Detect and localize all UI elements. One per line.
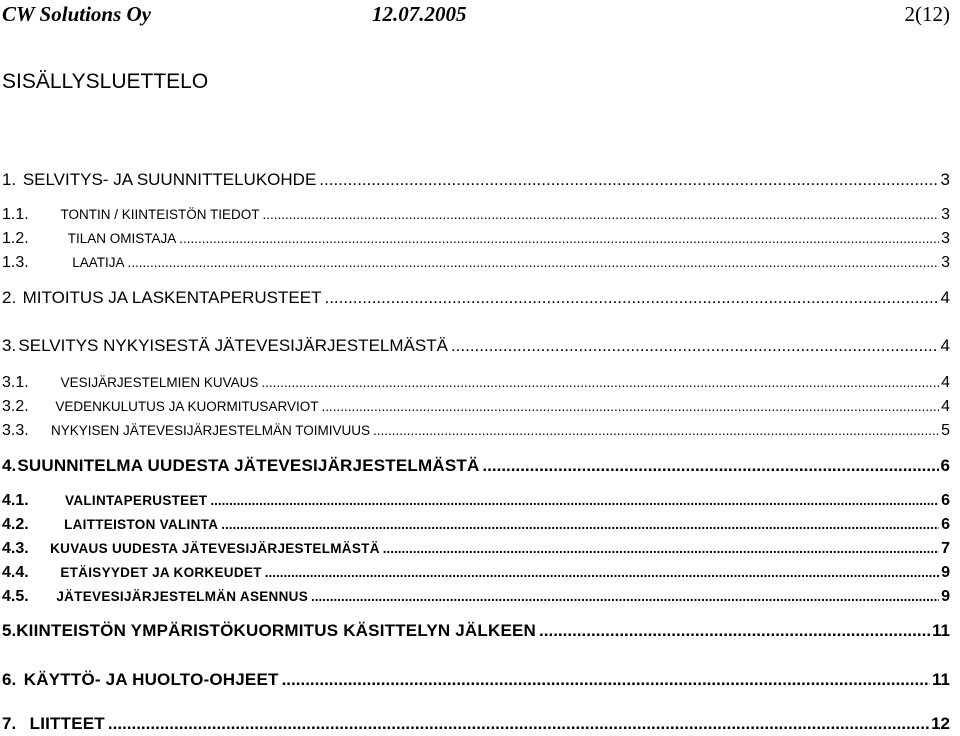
toc-title: SELVITYS- JA SUUNNITTELUKOHDE	[22, 170, 317, 189]
toc-number: 1.1.	[2, 206, 29, 223]
dot-leader	[179, 231, 939, 246]
document-title: SISÄLLYSLUETTELO	[2, 70, 209, 93]
toc-page: 6	[941, 492, 950, 509]
toc-number: 3.	[2, 336, 17, 355]
toc-page: 9	[941, 564, 950, 581]
dot-leader	[373, 423, 939, 438]
dot-leader	[482, 456, 938, 476]
dot-leader	[265, 565, 939, 580]
toc-entry-3-3[interactable]	[2, 422, 950, 440]
header-page-number: 2(12)	[904, 2, 950, 26]
toc-page: 4	[941, 398, 950, 415]
toc-number: 4.2.	[2, 516, 29, 533]
toc-page: 3	[940, 170, 950, 189]
toc-entry-4-4[interactable]	[2, 564, 950, 582]
dot-leader	[539, 621, 930, 641]
toc-number: 6.	[2, 670, 17, 689]
toc-page: 4	[940, 336, 950, 355]
dot-leader	[261, 375, 939, 390]
toc-title: TONTIN / KIINTEISTÖN TIEDOT	[60, 207, 260, 222]
toc-entry-1-2[interactable]	[2, 230, 950, 248]
toc-title: SUUNNITELMA UUDESTA JÄTEVESIJÄRJESTELMÄSTÄ	[17, 456, 480, 475]
toc-number: 2.	[2, 288, 17, 307]
toc-title: JÄTEVESIJÄRJESTELMÄN ASENNUS	[56, 589, 309, 604]
dot-leader	[221, 517, 939, 532]
dot-leader	[321, 399, 939, 414]
header-company: CW Solutions Oy	[2, 2, 151, 26]
dot-leader	[210, 493, 939, 508]
toc-title: KIINTEISTÖN YMPÄRISTÖKUORMITUS KÄSITTELYN JÄLKEEN	[16, 621, 537, 640]
toc-entry-4[interactable]	[2, 456, 950, 476]
dot-leader	[383, 541, 939, 556]
dot-leader	[451, 336, 939, 356]
toc-entry-4-3[interactable]	[2, 540, 950, 558]
toc-title: TILAN OMISTAJA	[67, 231, 177, 246]
toc-page: 4	[941, 374, 950, 391]
toc-entry-6[interactable]	[2, 670, 950, 690]
toc-entry-4-1[interactable]	[2, 492, 950, 510]
toc-title: KÄYTTÖ- JA HUOLTO-OHJEET	[23, 670, 279, 689]
toc-title: LAATIJA	[72, 255, 125, 270]
toc-entry-2[interactable]	[2, 288, 950, 308]
toc-page: 11	[932, 670, 950, 689]
dot-leader	[311, 589, 939, 604]
toc-page: 11	[932, 621, 950, 640]
toc-page: 6	[941, 516, 950, 533]
toc-page: 3	[941, 254, 950, 271]
dot-leader	[282, 670, 930, 690]
toc-entry-3[interactable]	[2, 336, 950, 356]
toc-number: 1.	[2, 170, 17, 189]
toc-page: 7	[941, 540, 950, 557]
toc-title: VALINTAPERUSTEET	[65, 493, 208, 508]
toc-title: KUVAUS UUDESTA JÄTEVESIJÄRJESTELMÄSTÄ	[50, 541, 380, 556]
toc-number: 4.	[2, 456, 17, 475]
dot-leader	[127, 255, 939, 270]
toc-title: NYKYISEN JÄTEVESIJÄRJESTELMÄN TOIMIVUUS	[50, 423, 371, 438]
toc-page: 5	[941, 422, 950, 439]
toc-entry-7[interactable]	[2, 714, 950, 734]
toc-number: 3.1.	[2, 374, 29, 391]
toc-title: ETÄISYYDET JA KORKEUDET	[60, 565, 262, 580]
dot-leader	[108, 714, 929, 734]
toc-page: 12	[931, 714, 950, 733]
toc-page: 6	[940, 456, 950, 475]
toc-number: 3.2.	[2, 398, 29, 415]
toc-number: 1.2.	[2, 230, 29, 247]
toc-entry-1-1[interactable]	[2, 206, 950, 224]
toc-number: 4.3.	[2, 540, 29, 557]
toc-number: 4.1.	[2, 492, 29, 509]
toc-title: SELVITYS NYKYISESTÄ JÄTEVESIJÄRJESTELMÄSTÄ	[18, 336, 448, 355]
toc-page: 3	[941, 206, 950, 223]
toc-entry-3-2[interactable]	[2, 398, 950, 416]
toc-entry-3-1[interactable]	[2, 374, 950, 392]
toc-entry-4-5[interactable]	[2, 588, 950, 606]
toc-title: LAITTEISTON VALINTA	[64, 517, 219, 532]
toc-page: 9	[941, 588, 950, 605]
toc-title: VESIJÄRJESTELMIEN KUVAUS	[60, 375, 259, 390]
toc-entry-4-2[interactable]	[2, 516, 950, 534]
toc-entry-1-3[interactable]	[2, 254, 950, 272]
toc-number: 4.4.	[2, 564, 29, 581]
toc-page: 3	[941, 230, 950, 247]
toc-title: MITOITUS JA LASKENTAPERUSTEET	[22, 288, 322, 307]
toc-number: 7.	[2, 714, 17, 733]
toc-number: 3.3.	[2, 422, 29, 439]
dot-leader	[324, 288, 938, 308]
toc-entry-1[interactable]	[2, 170, 950, 190]
toc-page: 4	[940, 288, 950, 307]
dot-leader	[319, 170, 938, 190]
toc-entry-5[interactable]	[2, 621, 950, 641]
toc-title: VEDENKULUTUS JA KUORMITUSARVIOT	[55, 399, 319, 414]
toc-title: LIITTEET	[29, 714, 105, 733]
page-header	[0, 0, 960, 30]
dot-leader	[263, 207, 940, 222]
toc-number: 5.	[2, 621, 17, 640]
toc-number: 4.5.	[2, 588, 29, 605]
toc-number: 1.3.	[2, 254, 29, 271]
header-date: 12.07.2005	[372, 2, 467, 26]
